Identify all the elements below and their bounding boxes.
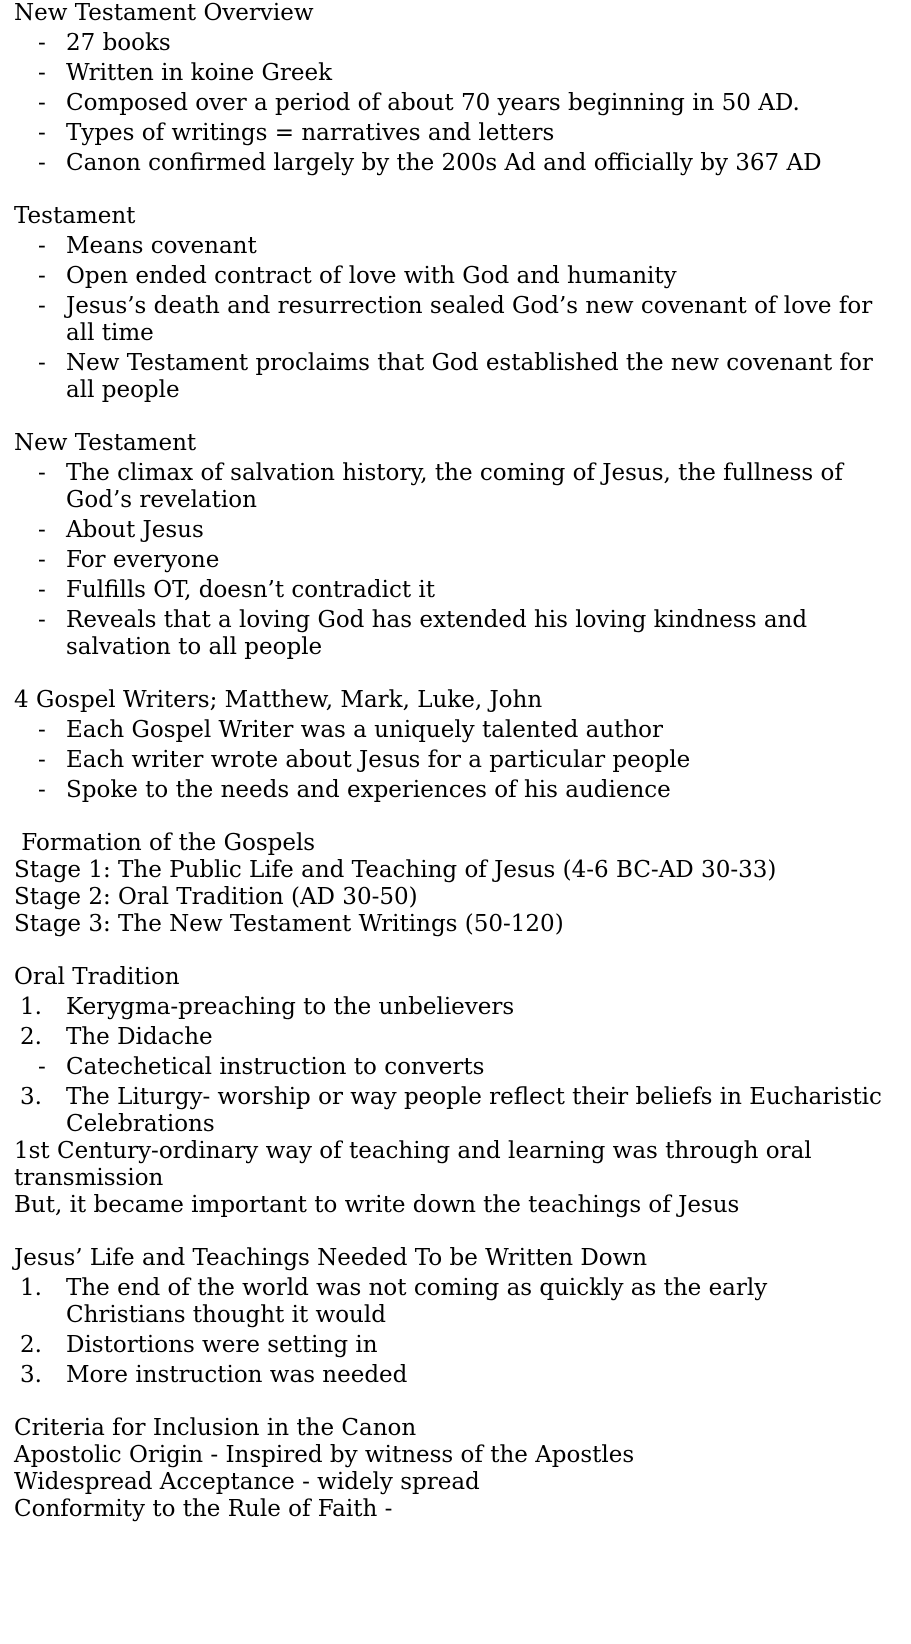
list-item (14, 350, 894, 404)
section-gap (14, 177, 894, 203)
body-line: But, it became important to write down the teachings of Jesus (14, 1192, 740, 1218)
stage-line: Stage 3: The New Testament Writings (50-120) (14, 911, 564, 937)
list-item-text: Open ended contract of love with God and humanity (66, 263, 677, 289)
number-marker: 3. (20, 1362, 42, 1388)
bullet-marker: - (38, 1054, 46, 1080)
section-heading: New Testament Overview (14, 0, 314, 26)
list-item (14, 607, 894, 661)
section-gap (14, 661, 894, 687)
bullet-marker: - (38, 517, 46, 543)
list-item-text: Distortions were setting in (66, 1332, 378, 1358)
list-item-text: Jesus’s death and resurrection sealed God’s new covenant of love for all time (66, 293, 873, 346)
list-item (14, 547, 894, 574)
bullet-marker: - (38, 263, 46, 289)
bullet-marker: - (38, 547, 46, 573)
list-item (14, 460, 894, 514)
section-heading: Testament (14, 203, 136, 229)
list-item-text: Each writer wrote about Jesus for a particular people (66, 747, 691, 773)
bullet-marker: - (38, 747, 46, 773)
list-item-text: 27 books (66, 30, 171, 56)
section-heading: New Testament (14, 430, 197, 456)
list-item (14, 747, 894, 774)
document (14, 0, 894, 1523)
bullet-marker: - (38, 717, 46, 743)
list-item-text: Fulfills OT, doesn’t contradict it (66, 577, 435, 603)
list-item (14, 233, 894, 260)
list-item (14, 30, 894, 57)
numbered-item (14, 1362, 894, 1389)
section-gap (14, 1219, 894, 1245)
list-item-text: About Jesus (66, 517, 204, 543)
list-item-text: The climax of salvation history, the coming of Jesus, the fullness of God’s revelation (66, 460, 843, 513)
list-item (14, 1054, 894, 1081)
list-item (14, 517, 894, 544)
section-gap (14, 1389, 894, 1415)
list-item-text: The Didache (66, 1024, 213, 1050)
list-item-text: New Testament proclaims that God established the new covenant for all people (66, 350, 873, 403)
section-heading: Oral Tradition (14, 964, 180, 990)
stage-line: Stage 2: Oral Tradition (AD 30-50) (14, 884, 418, 910)
bullet-marker: - (38, 233, 46, 259)
list-item (14, 293, 894, 347)
list-item-text: The end of the world was not coming as quickly as the early Christians thought it would (66, 1275, 768, 1328)
bullet-marker: - (38, 350, 46, 376)
section-gap (14, 404, 894, 430)
bullet-marker: - (38, 460, 46, 486)
list-item (14, 120, 894, 147)
numbered-item (14, 1332, 894, 1359)
list-item-text: Kerygma-preaching to the unbelievers (66, 994, 515, 1020)
list-item-text: For everyone (66, 547, 220, 573)
number-marker: 3. (20, 1084, 42, 1110)
list-item-text: Canon confirmed largely by the 200s Ad and officially by 367 AD (66, 150, 822, 176)
numbered-item (14, 1084, 894, 1138)
bullet-marker: - (38, 30, 46, 56)
list-item-text: Spoke to the needs and experiences of his audience (66, 777, 671, 803)
list-item (14, 577, 894, 604)
number-marker: 2. (20, 1024, 42, 1050)
number-marker: 2. (20, 1332, 42, 1358)
numbered-item (14, 1024, 894, 1051)
list-item-text: Written in koine Greek (66, 60, 333, 86)
section-heading: Formation of the Gospels (14, 830, 316, 856)
list-item-text: Catechetical instruction to converts (66, 1054, 485, 1080)
number-marker: 1. (20, 1275, 42, 1301)
bullet-marker: - (38, 120, 46, 146)
list-item-text: Types of writings = narratives and letters (66, 120, 555, 146)
section-gap (14, 804, 894, 830)
list-item-text: Reveals that a loving God has extended his loving kindness and salvation to all people (66, 607, 808, 660)
numbered-item (14, 994, 894, 1021)
bullet-marker: - (38, 90, 46, 116)
body-line: 1st Century-ordinary way of teaching and learning was through oral transmission (14, 1138, 812, 1191)
bullet-marker: - (38, 607, 46, 633)
list-item (14, 777, 894, 804)
criteria-line: Apostolic Origin - Inspired by witness of the Apostles (14, 1442, 635, 1468)
bullet-marker: - (38, 577, 46, 603)
criteria-line: Widespread Acceptance - widely spread (14, 1469, 480, 1495)
list-item (14, 150, 894, 177)
list-item-text: The Liturgy- worship or way people reflect their beliefs in Eucharistic Celebrations (66, 1084, 882, 1137)
section-heading: Jesus’ Life and Teachings Needed To be Written Down (14, 1245, 648, 1271)
list-item (14, 60, 894, 87)
bullet-marker: - (38, 777, 46, 803)
number-marker: 1. (20, 994, 42, 1020)
bullet-marker: - (38, 293, 46, 319)
bullet-marker: - (38, 150, 46, 176)
list-item (14, 263, 894, 290)
section-heading: 4 Gospel Writers; Matthew, Mark, Luke, John (14, 687, 543, 713)
list-item-text: Means covenant (66, 233, 257, 259)
numbered-item (14, 1275, 894, 1329)
bullet-marker: - (38, 60, 46, 86)
stage-line: Stage 1: The Public Life and Teaching of Jesus (4-6 BC-AD 30-33) (14, 857, 777, 883)
section-gap (14, 938, 894, 964)
list-item (14, 90, 894, 117)
criteria-line: Conformity to the Rule of Faith - (14, 1496, 393, 1522)
list-item-text: Composed over a period of about 70 years beginning in 50 AD. (66, 90, 800, 116)
section-heading: Criteria for Inclusion in the Canon (14, 1415, 417, 1441)
list-item-text: Each Gospel Writer was a uniquely talented author (66, 717, 664, 743)
list-item-text: More instruction was needed (66, 1362, 408, 1388)
list-item (14, 717, 894, 744)
